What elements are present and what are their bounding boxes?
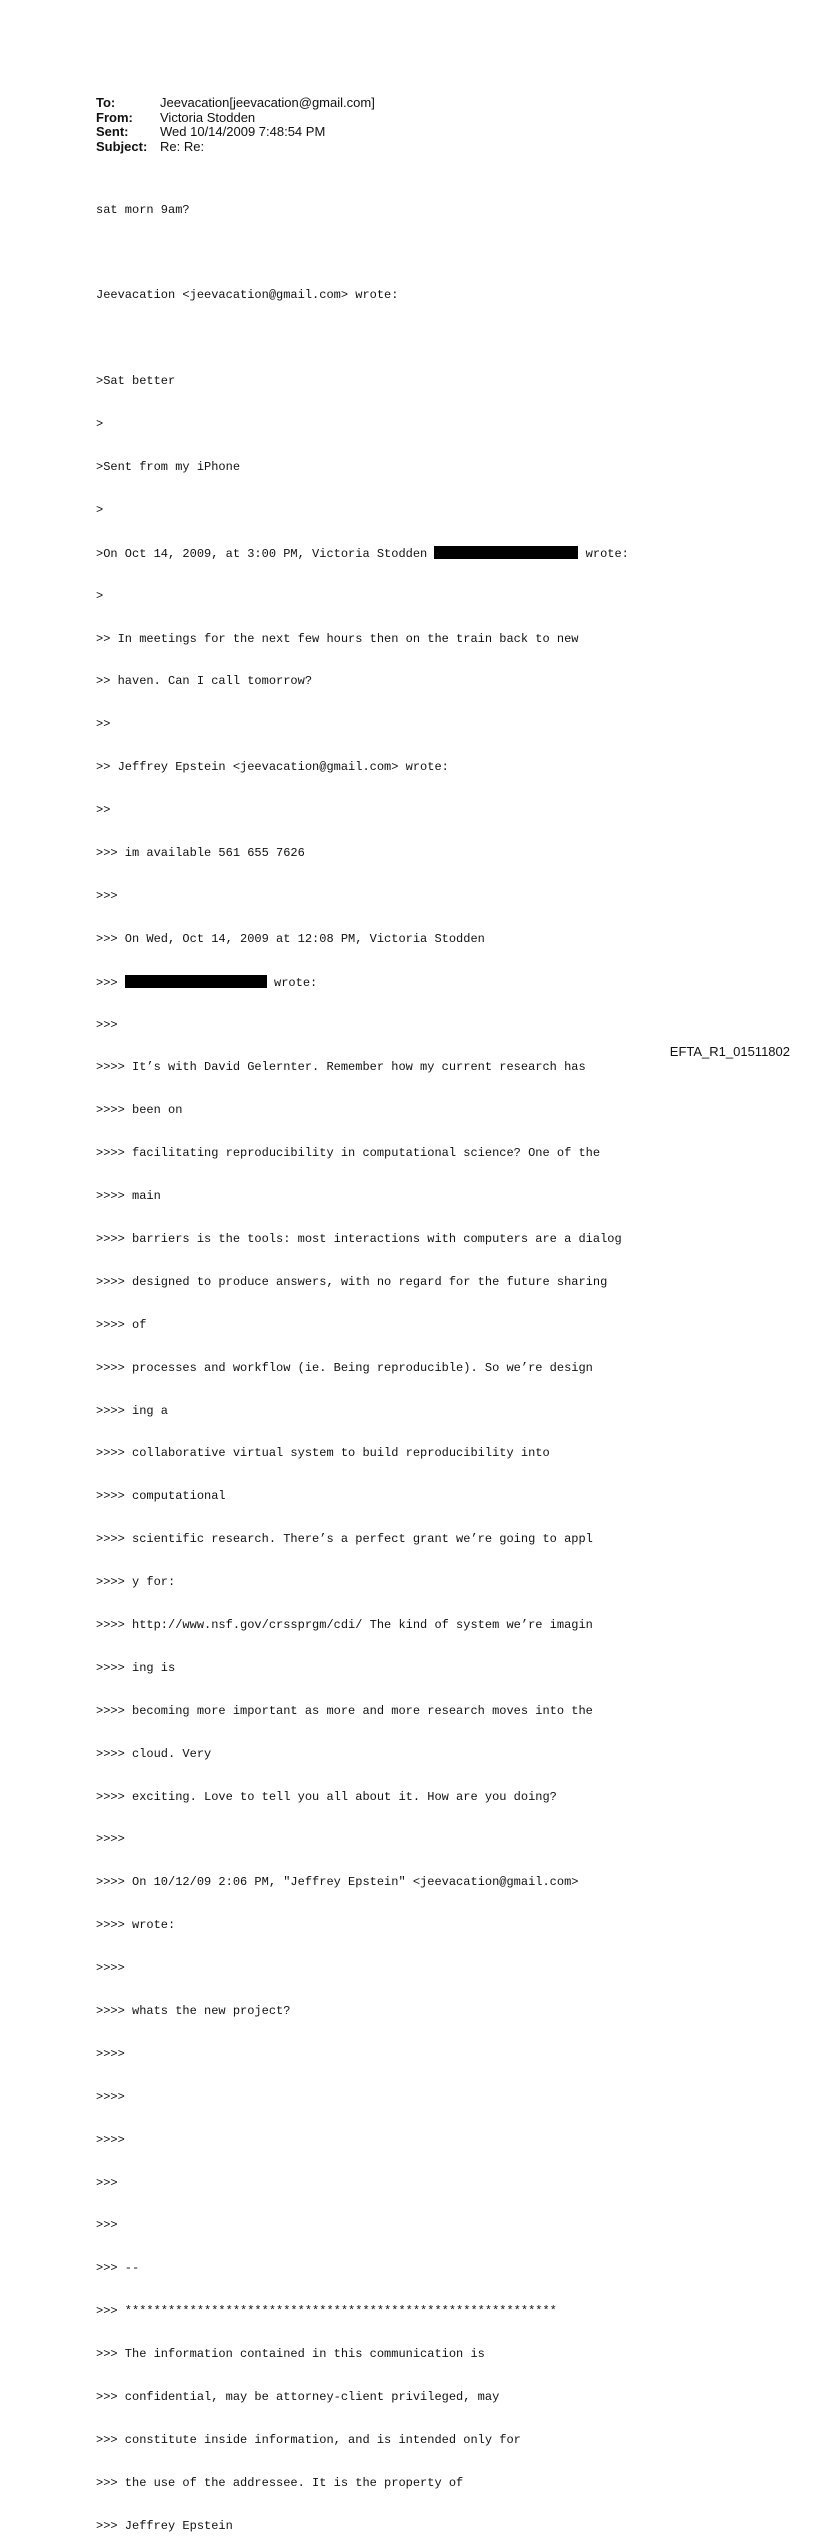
email-body — [96, 174, 629, 2547]
body-line: >>> — [96, 2218, 118, 2233]
from-row — [96, 111, 375, 126]
body-line: >>>> — [96, 1832, 125, 1847]
body-line: >>>> ing a — [96, 1403, 169, 1418]
body-line: >> haven. Can I call tomorrow? — [96, 674, 313, 689]
body-line: >>>> ing is — [96, 1660, 176, 1675]
body-line: >>> — [96, 888, 118, 903]
body-line: >>> — [96, 2175, 118, 2190]
to-row — [96, 96, 375, 111]
body-line: >>>> scientific research. There’s a perfect grant we’re going to appl — [96, 1532, 593, 1547]
body-line: >>>> wrote: — [96, 1918, 176, 1933]
body-line: > — [96, 417, 104, 432]
body-line-part: >On Oct 14, 2009, at 3:00 PM, Victoria Stodden — [96, 546, 435, 561]
body-line: >>> The information contained in this communication is — [96, 2347, 485, 2362]
email-header — [96, 96, 375, 154]
body-line: >>>> of — [96, 1317, 147, 1332]
body-line: >>>> designed to produce answers, with no regard for the future sharing — [96, 1274, 608, 1289]
body-line: >>>> computational — [96, 1489, 226, 1504]
body-line: > — [96, 588, 104, 603]
body-line: >>> the use of the addressee. It is the property of — [96, 2475, 464, 2490]
body-line: >>> On Wed, Oct 14, 2009 at 12:08 PM, Victoria Stodden — [96, 931, 485, 946]
body-line: >>>> exciting. Love to tell you all about it. How are you doing? — [96, 1789, 557, 1804]
body-line: >>>> — [96, 2089, 125, 2104]
body-line: >>>> It’s with David Gelernter. Remember how my current research has — [96, 1060, 586, 1075]
body-line: >>> ************************************************************ — [96, 2304, 557, 2319]
body-line: >>>> whats the new project? — [96, 2004, 291, 2018]
body-line-part: wrote: — [578, 546, 629, 561]
body-line: >>>> — [96, 2132, 125, 2147]
subject-row — [96, 140, 375, 155]
body-line: > — [96, 502, 104, 517]
body-line: >>>> cloud. Very — [96, 1746, 212, 1761]
body-line-part: wrote: — [266, 975, 318, 990]
body-line: sat morn 9am? — [96, 202, 190, 217]
document-id: EFTA_R1_01511802 — [669, 1044, 790, 1059]
body-line: >>> -- — [96, 2261, 140, 2276]
body-line-part: >>> — [96, 975, 125, 990]
body-line: >> In meetings for the next few hours then on the train back to new — [96, 631, 579, 646]
body-line: >>>> main — [96, 1189, 161, 1204]
body-line: >>>> y for: — [96, 1575, 176, 1590]
body-line: >>>> barriers is the tools: most interactions with computers are a dialog — [96, 1231, 622, 1246]
to-value: Jeevacation[jeevacation@gmail.com] — [160, 95, 375, 110]
body-line: >>>> becoming more important as more and more research moves into the — [96, 1703, 593, 1718]
body-line: >>> confidential, may be attorney-client privileged, may — [96, 2390, 500, 2405]
redaction-bar — [125, 975, 267, 988]
body-line: >>>> collaborative virtual system to build reproducibility into — [96, 1446, 550, 1461]
body-line: >>>> processes and workflow (ie. Being reproducible). So we’re design — [96, 1360, 593, 1375]
body-line: >>> constitute inside information, and is intended only for — [96, 2432, 521, 2447]
to-label: To: — [96, 95, 116, 110]
body-line: >>> Jeffrey Epstein — [96, 2518, 233, 2533]
body-line — [96, 975, 629, 989]
body-line: >> — [96, 803, 111, 818]
body-line: >> Jeffrey Epstein <jeevacation@gmail.com> wrote: — [96, 760, 449, 775]
body-line: >>>> — [96, 1961, 125, 1976]
body-line: >>> im available 561 655 7626 — [96, 845, 305, 860]
subject-label: Subject: — [96, 138, 148, 154]
subject-value: Re: Re: — [160, 138, 205, 154]
sent-row — [96, 125, 375, 140]
body-line — [96, 546, 629, 560]
from-label: From: — [96, 109, 133, 125]
sent-value: Wed 10/14/2009 7:48:54 PM — [160, 124, 326, 139]
body-line: >Sat better — [96, 374, 176, 389]
redaction-bar — [434, 546, 578, 559]
body-line: >>>> On 10/12/09 2:06 PM, "Jeffrey Epstein" <jeevacation@gmail.com> — [96, 1875, 579, 1890]
body-line: >>>> been on — [96, 1103, 183, 1118]
from-value: Victoria Stodden — [160, 109, 256, 125]
body-line: >>>> http://www.nsf.gov/crssprgm/cdi/ The kind of system we’re imagin — [96, 1617, 593, 1632]
body-line: >Sent from my iPhone — [96, 459, 241, 474]
body-line: >> — [96, 717, 111, 732]
body-line: >>> — [96, 1017, 118, 1032]
body-line: Jeevacation <jeevacation@gmail.com> wrote: — [96, 288, 399, 303]
sent-label: Sent: — [96, 124, 129, 139]
body-line: >>>> facilitating reproducibility in computational science? One of the — [96, 1146, 601, 1161]
body-line: >>>> — [96, 2046, 125, 2061]
